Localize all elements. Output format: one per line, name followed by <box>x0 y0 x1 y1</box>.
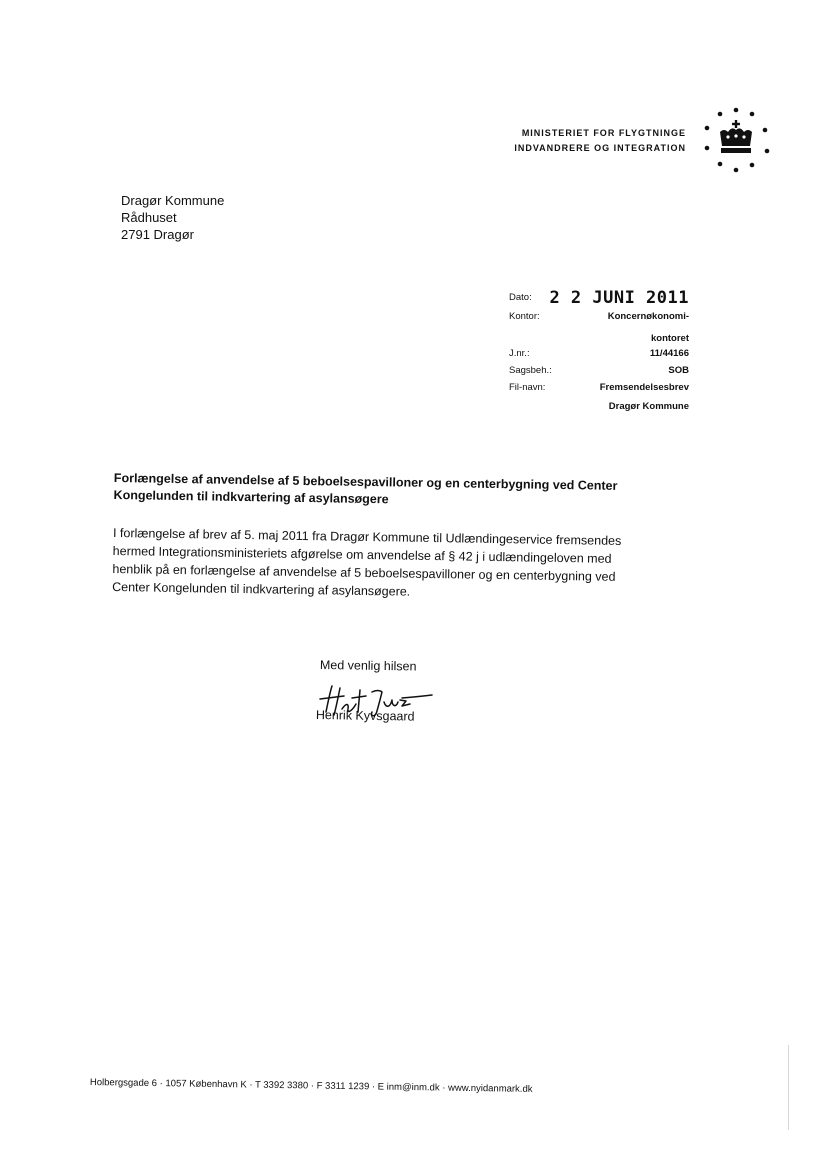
letter-body <box>112 470 634 604</box>
filename-value-line1: Fremsendelsesbrev <box>599 382 689 393</box>
closing-greeting: Med venlig hilsen <box>319 658 417 674</box>
crown-icon <box>698 104 776 176</box>
body-line1: I forlængelse af brev af 5. maj 2011 fra Dragør Kommune til Udlændingeservice fremsendes <box>112 525 622 548</box>
recipient-address <box>121 192 224 243</box>
caseworker-label: Sagsbeh.: <box>509 365 552 376</box>
scan-edge-line <box>788 1045 789 1130</box>
date-label: Dato: <box>509 292 532 303</box>
jnr-value: 11/44166 <box>649 348 689 359</box>
ministry-name-line2: INDVANDRERE OG INTEGRATION <box>514 143 686 153</box>
body-paragraph <box>112 524 633 604</box>
recipient-name: Dragør Kommune <box>121 193 225 208</box>
ministry-name <box>500 126 686 156</box>
filename-label: Fil-navn: <box>509 382 546 393</box>
date-stamp: 2 2 JUNI 2011 <box>549 288 689 308</box>
office-label: Kontor: <box>509 311 540 322</box>
body-line3: henblik på en forlængelse af anvendelse af 5 beboelsespavilloner og en centerbygning ved <box>112 561 616 584</box>
footer-contact: Holbergsgade 6 · 1057 København K · T 3392 3380 · F 3311 1239 · E inm@inm.dk · www.nyidanmark.dk <box>89 1077 533 1095</box>
signer-name: Henrik Kyvsgaard <box>315 708 415 724</box>
office-value-line2: kontoret <box>651 333 689 344</box>
ministry-name-line1: MINISTERIET FOR FLYGTNINGE <box>521 128 686 138</box>
subject-line1: Forlængelse af anvendelse af 5 beboelsespavilloner og en centerbygning ved Center <box>113 470 618 493</box>
caseworker-value: SOB <box>668 365 689 376</box>
letter-subject <box>113 470 633 512</box>
jnr-label: J.nr.: <box>509 348 530 359</box>
body-line4: Center Kongelunden til indkvartering af asylansøgere. <box>112 579 411 599</box>
body-line2: hermed Integrationsministeriets afgørelse om anvendelse af § 42 j i udlændingeloven med <box>112 543 612 566</box>
office-value-line1: Koncernøkonomi- <box>607 311 689 322</box>
subject-line2: Kongelunden til indkvartering af asylansøgere <box>113 487 389 507</box>
recipient-building: Rådhuset <box>121 210 177 225</box>
filename-value-line2: Dragør Kommune <box>608 401 689 412</box>
recipient-city: 2791 Dragør <box>121 227 194 242</box>
